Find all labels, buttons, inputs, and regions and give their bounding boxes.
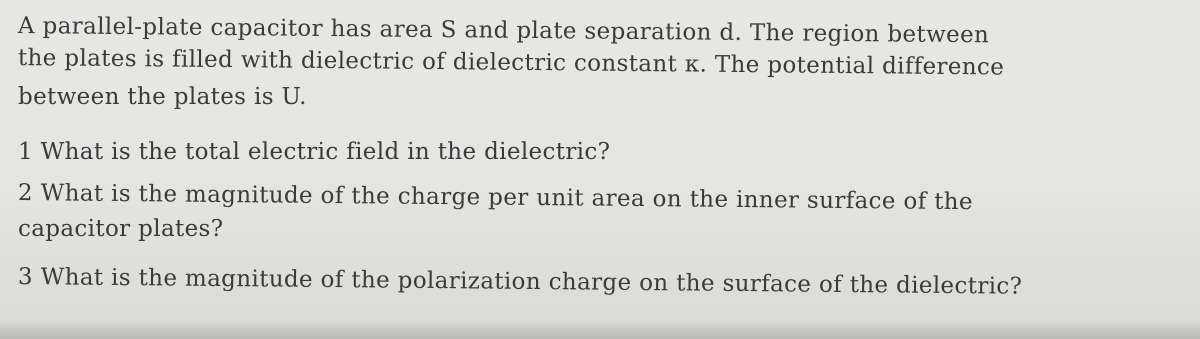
question-3: 3 What is the magnitude of the polarization charge on the surface of the dielectric? (17, 264, 1023, 300)
problem-intro-line-2: the plates is filled with dielectric of dielectric constant κ. The potential difference (17, 45, 1005, 81)
question-2-line-2: capacitor plates? (18, 216, 224, 242)
photo-edge-shadow (0, 321, 1200, 339)
question-2-line-1: 2 What is the magnitude of the charge per unit area on the inner surface of the (17, 180, 974, 216)
problem-intro-line-3: between the plates is U. (18, 84, 307, 110)
problem-intro-line-1: A parallel-plate capacitor has area S and plate separation d. The region between (17, 13, 990, 49)
question-1: 1 What is the total electric field in the dielectric? (18, 139, 611, 165)
